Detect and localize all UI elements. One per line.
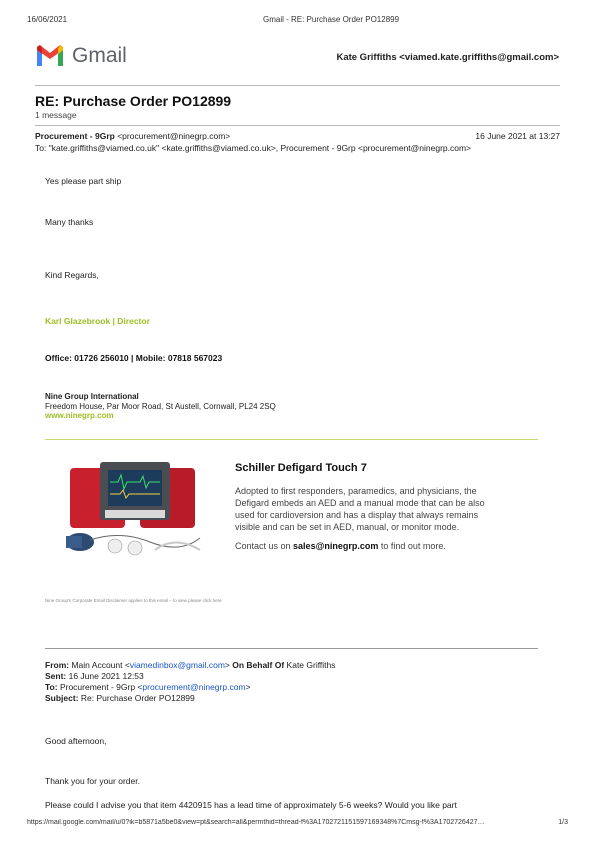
signature-website-link[interactable]: www.ninegrp.com bbox=[45, 411, 114, 420]
quoted-greeting: Good afternoon, bbox=[45, 736, 107, 746]
signature-name: Karl Glazebrook | Director bbox=[45, 316, 150, 326]
quoted-from-label: From: bbox=[45, 660, 70, 670]
page-number: 1/3 bbox=[558, 819, 568, 826]
gmail-logo-icon bbox=[35, 45, 65, 67]
print-url: https://mail.google.com/mail/u/0?ik=b5871a5be0&view=pt&search=all&permthid=thread-f%3A1702721151597169348%7Cmsg-f%3A1702726427… bbox=[27, 819, 485, 826]
gmail-wordmark: Gmail bbox=[72, 44, 127, 67]
quoted-to-tail: > bbox=[245, 682, 251, 692]
sender bbox=[35, 131, 230, 141]
print-title: Gmail - RE: Purchase Order PO12899 bbox=[263, 15, 400, 24]
message-date: 16 June 2021 at 13:27 bbox=[475, 131, 560, 141]
message-count: 1 message bbox=[35, 110, 77, 120]
thread-subject: RE: Purchase Order PO12899 bbox=[35, 93, 232, 109]
quoted-subject-label: Subject: bbox=[45, 693, 79, 703]
banner-contact-suffix: to find out more. bbox=[378, 541, 446, 551]
banner-contact-email-link[interactable]: sales@ninegrp.com bbox=[293, 541, 379, 551]
signature-company: Nine Group International bbox=[45, 392, 139, 401]
quoted-sent bbox=[45, 671, 144, 681]
banner-line: Defigard embeds an AED and a manual mode that can be also bbox=[235, 498, 485, 508]
header-divider bbox=[35, 85, 560, 86]
quoted-sent-label: Sent: bbox=[45, 671, 67, 681]
print-date: 16/06/2021 bbox=[27, 15, 68, 24]
quoted-behalf-label: On Behalf Of bbox=[229, 660, 287, 670]
quoted-subject-value: Re: Purchase Order PO12899 bbox=[78, 693, 195, 703]
quoted-to-email-link[interactable]: procurement@ninegrp.com bbox=[142, 682, 246, 692]
thread-divider bbox=[35, 125, 560, 126]
sender-name: Procurement - 9Grp bbox=[35, 131, 115, 141]
disclaimer-link[interactable]: Nine Group's Corporate Email Disclaimer applies to this email – to view please click here bbox=[45, 598, 222, 603]
defibrillator-product-image bbox=[60, 460, 210, 565]
quoted-to bbox=[45, 682, 250, 692]
quoted-from-tail: > bbox=[224, 660, 230, 670]
body-line: Many thanks bbox=[45, 217, 94, 227]
quoted-thanks: Thank you for your order. bbox=[45, 776, 140, 786]
quoted-to-label: To: bbox=[45, 682, 58, 692]
quoted-paragraph: Please could I advise you that item 4420915 has a lead time of approximately 5-6 weeks? Would you like part bbox=[45, 800, 457, 810]
quoted-from-name: Main Account < bbox=[69, 660, 130, 670]
signature-divider bbox=[45, 439, 538, 440]
signature-address: Freedom House, Par Moor Road, St Austell, Cornwall, PL24 2SQ bbox=[45, 402, 276, 411]
recipients: To: "kate.griffiths@viamed.co.uk" <kate.griffiths@viamed.co.uk>, Procurement - 9Grp <procurement@ninegrp.com> bbox=[35, 143, 472, 153]
quoted-subject bbox=[45, 693, 195, 703]
quote-divider bbox=[45, 648, 538, 649]
body-line: Kind Regards, bbox=[45, 270, 99, 280]
banner-line: Adopted to first responders, paramedics, and physicians, the bbox=[235, 486, 477, 496]
quoted-from-email-link[interactable]: viamedinbox@gmail.com bbox=[129, 660, 225, 670]
banner-line: used for cardioversion and has a display that always remains bbox=[235, 510, 479, 520]
body-line: Yes please part ship bbox=[45, 176, 122, 186]
quoted-from bbox=[45, 660, 336, 670]
banner-title: Schiller Defigard Touch 7 bbox=[235, 462, 367, 474]
banner-line: visible and can be set in AED, manual, or monitor mode. bbox=[235, 522, 460, 532]
account-label: Kate Griffiths <viamed.kate.griffiths@gmail.com> bbox=[336, 52, 559, 63]
quoted-behalf-name: Kate Griffiths bbox=[286, 660, 336, 670]
banner-contact bbox=[235, 541, 446, 551]
sender-email: <procurement@ninegrp.com> bbox=[117, 131, 231, 141]
signature-phone: Office: 01726 256010 | Mobile: 07818 567023 bbox=[45, 353, 223, 363]
quoted-sent-value: 16 June 2021 12:53 bbox=[66, 671, 144, 681]
banner-contact-prefix: Contact us on bbox=[235, 541, 294, 551]
quoted-to-value: Procurement - 9Grp < bbox=[57, 682, 143, 692]
